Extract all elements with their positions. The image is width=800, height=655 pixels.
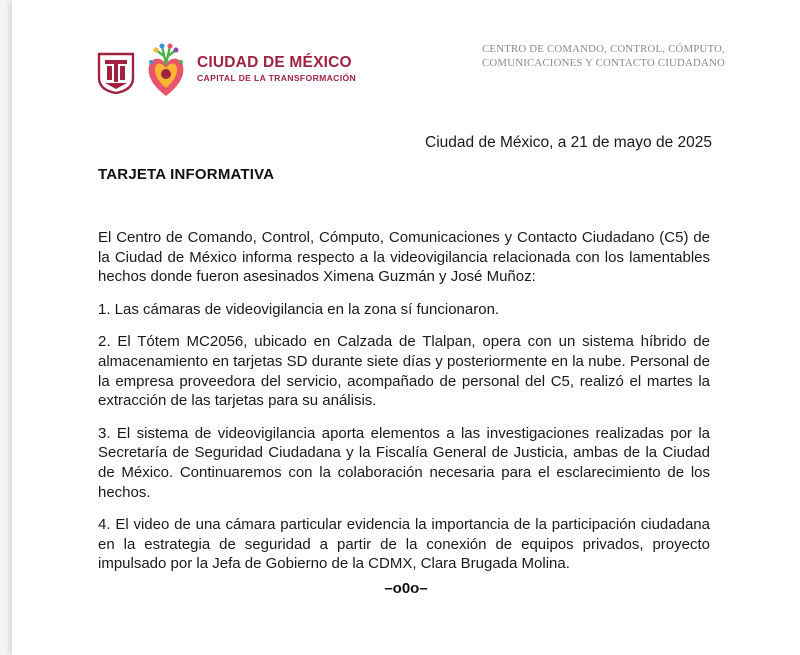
point-paragraph: 2. El Tótem MC2056, ubicado en Calzada de Tlalpan, opera con un sistema híbrido de almacenamiento en tarjetas SD durante siete días y posteriormente en la nube. Personal de la empresa proveedora del servicio, acompañado de personal del C5, realizó el martes la extracción de las tarjetas para su análisis. — [98, 333, 710, 410]
agency-line-2: COMUNICACIONES Y CONTACTO CIUDADANO — [482, 57, 725, 69]
cdmx-shield-icon — [97, 52, 135, 94]
point-paragraph: 3. El sistema de videovigilancia aporta elementos a las investigaciones realizadas por la Secretaría de Seguridad Ciudadana y la Fiscalía General de Justicia, ambas de la Ciudad de México. Continuaremos con la colaboración necesaria para el esclarecimiento de los hechos. — [98, 424, 710, 501]
agency-line-1: CENTRO DE COMANDO, CONTROL, CÓMPUTO, — [482, 43, 726, 55]
brand-tagline: CAPITAL DE LA TRANSFORMACIÓN — [197, 73, 357, 83]
intro-paragraph: El Centro de Comando, Control, Cómputo, Comunicaciones y Contacto Ciudadano (C5) de la Ciudad de México informa respecto a la videovigilancia relacionada con los lamentables hechos donde fueron asesinados Ximena Guzmán y José Muñoz: — [98, 229, 710, 286]
point-paragraph: 4. El video de una cámara particular evidencia la importancia de la participación ciudadana en la estrategia de seguridad a partir de la conexión de equipos privados, proyecto impulsado por la Jefa de Gobierno de la CDMX, Clara Brugada Molina. — [98, 516, 710, 573]
document-page — [12, 0, 800, 655]
heart-emblem-icon — [145, 42, 187, 100]
document-title: TARJETA INFORMATIVA — [98, 166, 275, 183]
document-date: Ciudad de México, a 21 de mayo de 2025 — [425, 134, 712, 151]
brand-name: CIUDAD DE MÉXICO — [197, 54, 352, 71]
point-paragraph: 1. Las cámaras de videovigilancia en la zona sí funcionaron. — [98, 300, 500, 318]
closing-mark: –o0o– — [384, 580, 428, 597]
agency-header — [482, 42, 782, 70]
brand-wordmark — [197, 54, 356, 84]
document-body — [98, 228, 710, 587]
